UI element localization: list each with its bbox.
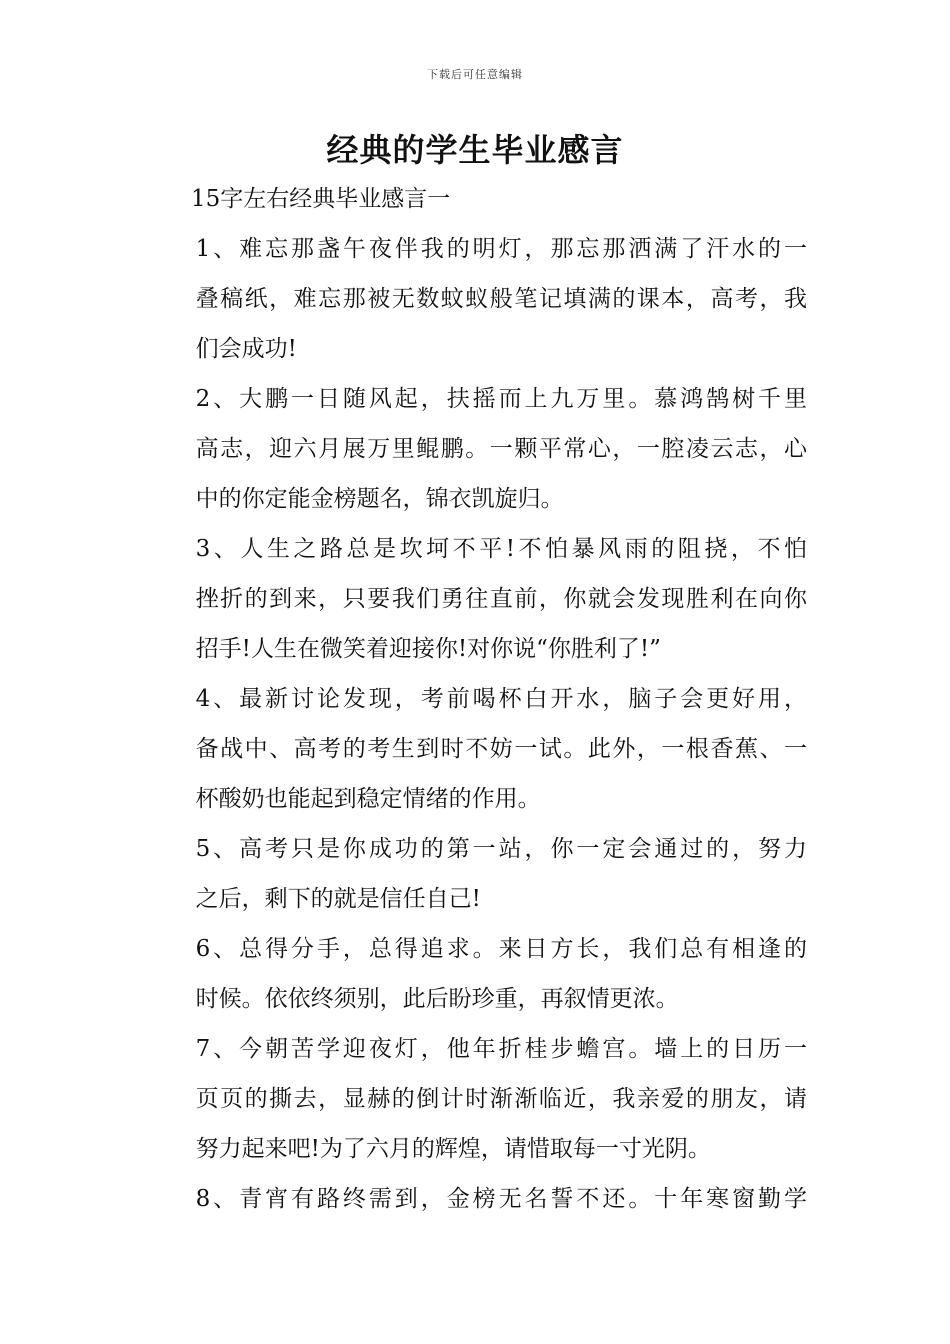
paragraph-line: 中的你定能金榜题名，锦衣凯旋归。 [195, 486, 564, 512]
document-body [145, 174, 807, 1224]
paragraph-4 [145, 674, 807, 824]
paragraph-line: 招手!人生在微笑着迎接你!对你说“你胜利了!” [195, 636, 661, 662]
paragraph-line: 8、青宵有路终需到，金榜无名誓不还。十年寒窗勤学 [195, 1186, 807, 1212]
paragraph-line: 6、总得分手，总得追求。来日方长，我们总有相逢的 [195, 936, 807, 962]
paragraph-7 [145, 1024, 807, 1174]
paragraph-6 [145, 924, 807, 1024]
paragraph-5 [145, 824, 807, 924]
paragraph-8 [145, 1174, 807, 1224]
paragraph-line: 页页的撕去，显赫的倒计时渐渐临近，我亲爱的朋友，请 [195, 1086, 807, 1112]
paragraph-line: 努力起来吧!为了六月的辉煌，请惜取每一寸光阴。 [195, 1136, 711, 1162]
paragraph-line: 杯酸奶也能起到稳定情绪的作用。 [195, 786, 541, 812]
paragraph-line: 1、难忘那盏午夜伴我的明灯，那忘那洒满了汗水的一 [195, 236, 807, 262]
paragraph-3 [145, 524, 807, 674]
paragraph-line: 7、今朝苦学迎夜灯，他年折桂步蟾宫。墙上的日历一 [195, 1036, 807, 1062]
paragraph-line: 时候。依依终须别，此后盼珍重，再叙情更浓。 [195, 986, 679, 1012]
paragraph-line: 4、最新讨论发现，考前喝杯白开水，脑子会更好用， [195, 686, 807, 712]
section-subheading: 15字左右经典毕业感言一 [191, 186, 451, 212]
header-note: 下载后可任意编辑 [427, 68, 523, 81]
paragraph-line: 挫折的到来，只要我们勇往直前，你就会发现胜利在向你 [195, 586, 807, 612]
paragraph-line: 之后，剩下的就是信任自己! [195, 886, 481, 912]
paragraph-line: 叠稿纸，难忘那被无数蚊蚁般笔记填满的课本，高考，我 [195, 286, 807, 312]
paragraph-line: 高志，迎六月展万里鲲鹏。一颗平常心，一腔凌云志，心 [195, 436, 807, 462]
paragraph-2 [145, 374, 807, 524]
paragraph-line: 3、人生之路总是坎坷不平!不怕暴风雨的阻挠，不怕 [195, 536, 807, 562]
page-title: 经典的学生毕业感言 [326, 131, 624, 169]
paragraph-line: 们会成功! [195, 336, 297, 362]
paragraph-line: 2、大鹏一日随风起，扶摇而上九万里。慕鸿鹄树千里 [195, 386, 807, 412]
paragraph-line: 备战中、高考的考生到时不妨一试。此外，一根香蕉、一 [195, 736, 807, 762]
paragraph-1 [145, 224, 807, 374]
paragraph-line: 5、高考只是你成功的第一站，你一定会通过的，努力 [195, 836, 807, 862]
